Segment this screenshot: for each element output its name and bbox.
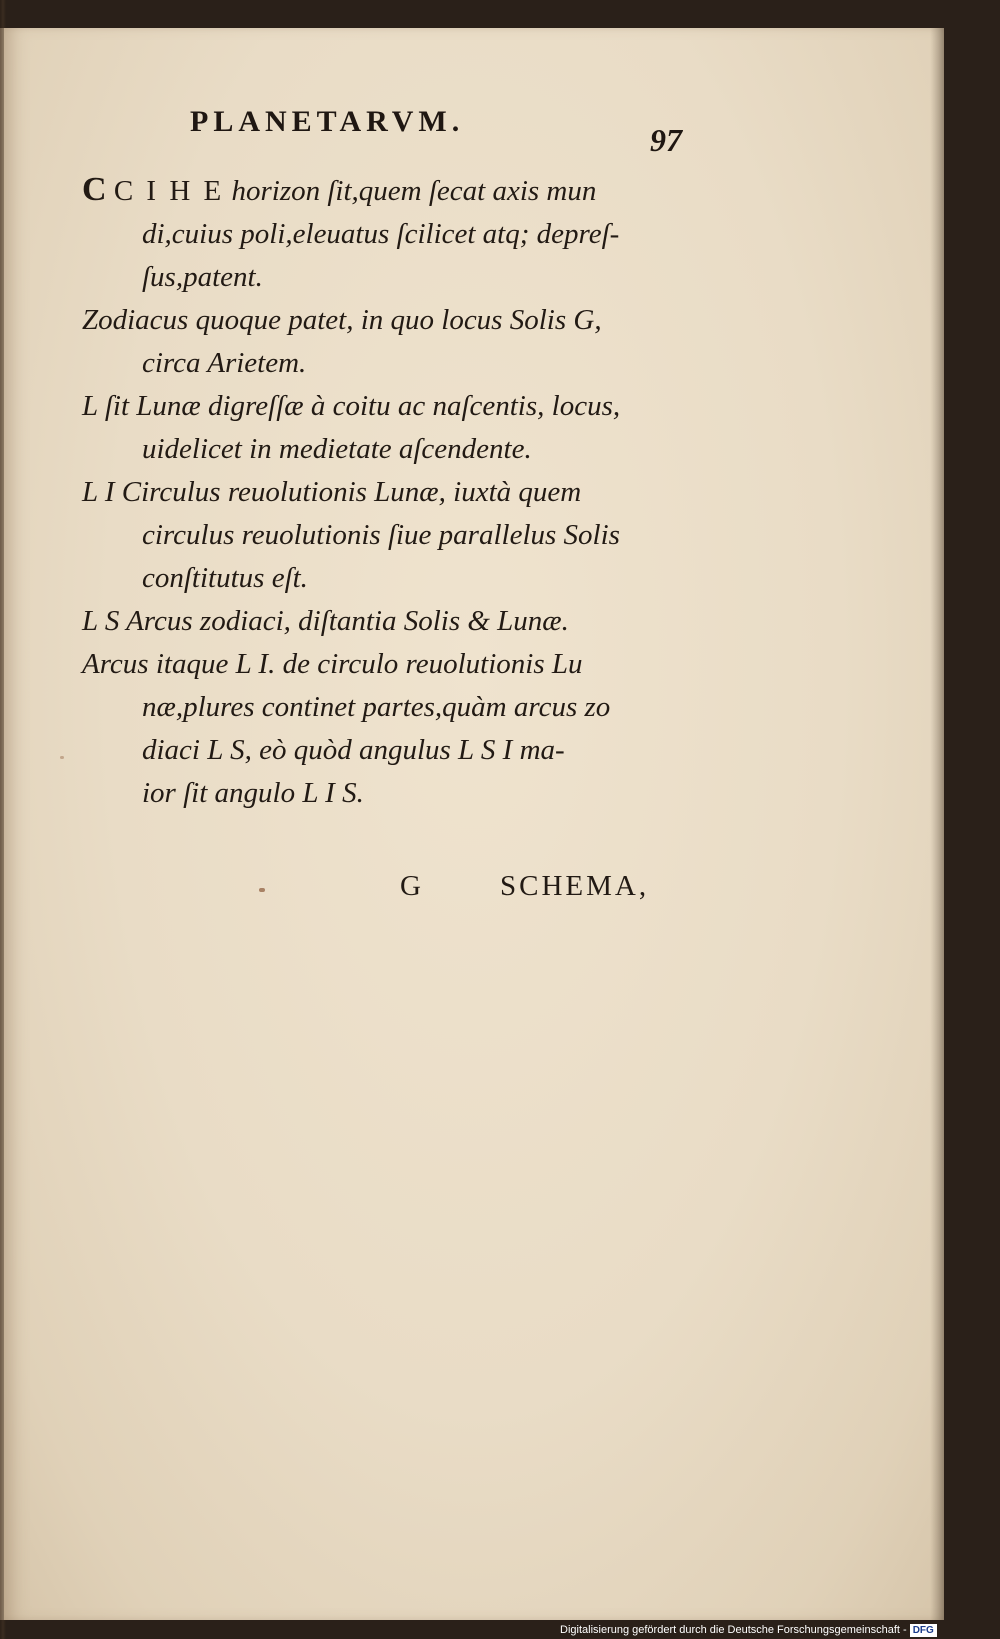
- text-line: ſus,patent.: [142, 261, 263, 293]
- paragraph: [82, 385, 702, 471]
- paragraph: [82, 600, 702, 643]
- paragraph: [82, 168, 702, 299]
- text-line: di,cuius poli,eleuatus ſcilicet atq; depreſ-: [142, 218, 620, 250]
- dfg-logo: DFG: [910, 1624, 937, 1637]
- paragraph: [82, 299, 702, 385]
- text-line: ior ſit angulo L I S.: [142, 777, 364, 809]
- text-line: conſtitutus eſt.: [142, 562, 308, 594]
- text-line: circa Arietem.: [142, 347, 307, 379]
- caps-label: C I H E: [113, 175, 225, 207]
- text-line: Zodiacus quoque patet, in quo locus Solis G,: [82, 304, 602, 336]
- credit-text: Digitalisierung gefördert durch die Deutsche Forschungsgemeinschaft -: [560, 1624, 907, 1636]
- signature-mark: G: [400, 870, 421, 902]
- body-text: [82, 168, 702, 815]
- paper-speck: [60, 756, 64, 759]
- catchword: SCHEMA,: [500, 870, 650, 902]
- page-number: 97: [650, 122, 682, 158]
- text-line: circulus reuolutionis ſiue parallelus Solis: [142, 519, 620, 551]
- paragraph: [82, 471, 702, 600]
- text-line: næ,plures continet partes,quàm arcus zo: [142, 691, 611, 723]
- paper-speck: [259, 888, 265, 892]
- running-head: PLANETARVM.: [190, 105, 465, 138]
- text-line: Arcus itaque L I. de circulo reuolutionis Lu: [82, 648, 583, 680]
- text-line: L S Arcus zodiaci, diſtantia Solis & Lunæ.: [82, 605, 569, 637]
- text-line: L ſit Lunæ digreſſæ à coitu ac naſcentis, locus,: [82, 390, 621, 422]
- text-line: uidelicet in medietate aſcendente.: [142, 433, 532, 465]
- digitization-credit: [560, 1622, 937, 1639]
- text-line: diaci L S, eò quòd angulus L S I ma-: [142, 734, 565, 766]
- text-line: L I Circulus reuolutionis Lunæ, iuxtà quem: [82, 476, 582, 508]
- paragraph: [82, 643, 702, 815]
- paragraph-mark: C: [82, 171, 107, 208]
- text-line: horizon ſit,quem ſecat axis mun: [224, 175, 597, 207]
